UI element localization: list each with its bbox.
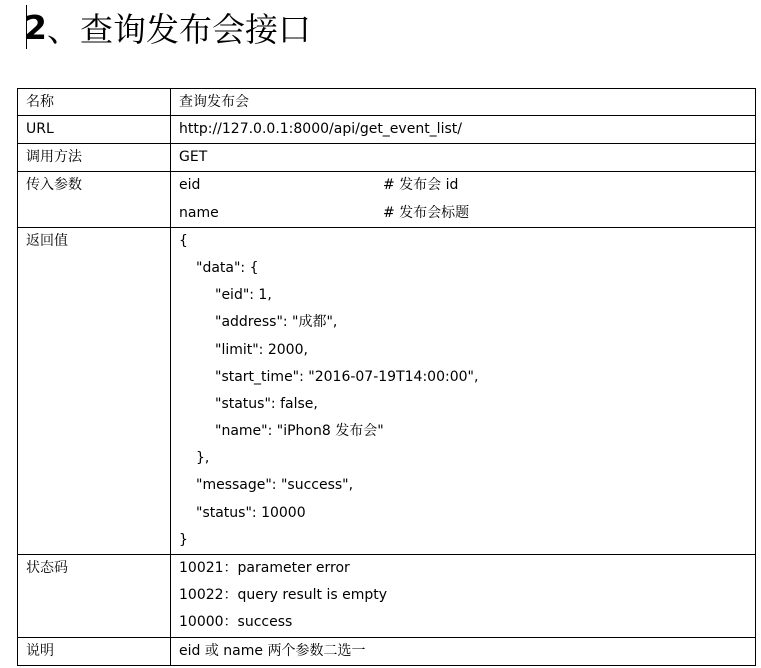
method-value: GET (179, 149, 208, 166)
param-name: name (179, 204, 219, 221)
section-title: 查询发布会接口 (79, 9, 311, 49)
status-codes-label: 状态码 (26, 560, 68, 576)
name-value: 查询发布会 (179, 94, 249, 110)
code-line: "eid": 1, (215, 287, 272, 304)
code-line: "limit": 2000, (215, 341, 308, 358)
params-label-cell (18, 172, 171, 227)
param-name: eid (179, 177, 201, 194)
page-title (24, 2, 311, 52)
code-line: } (179, 531, 188, 548)
response-label: 返回值 (26, 232, 68, 249)
section-separator: 、 (46, 9, 80, 49)
param-item (179, 172, 755, 199)
row-notes (18, 637, 756, 665)
url-label-cell (18, 116, 171, 144)
notes-value-cell (171, 637, 756, 665)
params-value-cell (171, 172, 756, 227)
notes-label: 说明 (26, 642, 54, 659)
url-label: URL (26, 121, 54, 137)
code-line: "address": "成都", (215, 314, 338, 331)
method-label-cell (18, 144, 171, 172)
status-codes-label-cell (18, 555, 171, 638)
method-value-cell (171, 144, 756, 172)
row-status-codes (18, 555, 756, 638)
status-code-item: 10021：parameter error (179, 560, 350, 576)
api-spec-table (17, 88, 756, 666)
code-line: { (179, 232, 188, 249)
response-label-cell (18, 227, 171, 554)
param-comment: # 发布会标题 (383, 204, 470, 221)
code-line: "start_time": "2016-07-19T14:00:00", (215, 368, 479, 385)
notes-label-cell (18, 637, 171, 665)
status-codes-value-cell (171, 555, 756, 638)
code-line: "data": { (196, 259, 259, 276)
row-url (18, 116, 756, 144)
params-label: 传入参数 (26, 177, 82, 194)
section-number: 2 (24, 7, 47, 47)
row-name (18, 89, 756, 116)
name-value-cell (171, 89, 756, 116)
name-label-cell (18, 89, 171, 116)
response-value-cell (171, 227, 756, 554)
status-code-item: 10022：query result is empty (179, 587, 388, 604)
param-comment: # 发布会 id (383, 177, 459, 194)
url-value-cell (171, 116, 756, 144)
row-response (18, 227, 756, 554)
url-value: http://127.0.0.1:8000/api/get_event_list/ (179, 121, 462, 137)
code-line: "message": "success", (196, 477, 354, 494)
param-item (179, 200, 755, 227)
name-label: 名称 (26, 94, 54, 110)
notes-value: eid 或 name 两个参数二选一 (179, 642, 366, 659)
code-line: "status": 10000 (196, 504, 306, 521)
code-line: "status": false, (215, 395, 318, 412)
code-line: "name": "iPhon8 发布会" (215, 423, 384, 440)
status-code-item: 10000：success (179, 614, 293, 631)
code-line: }, (196, 450, 210, 467)
method-label: 调用方法 (26, 149, 82, 166)
row-params (18, 172, 756, 227)
row-method (18, 144, 756, 172)
